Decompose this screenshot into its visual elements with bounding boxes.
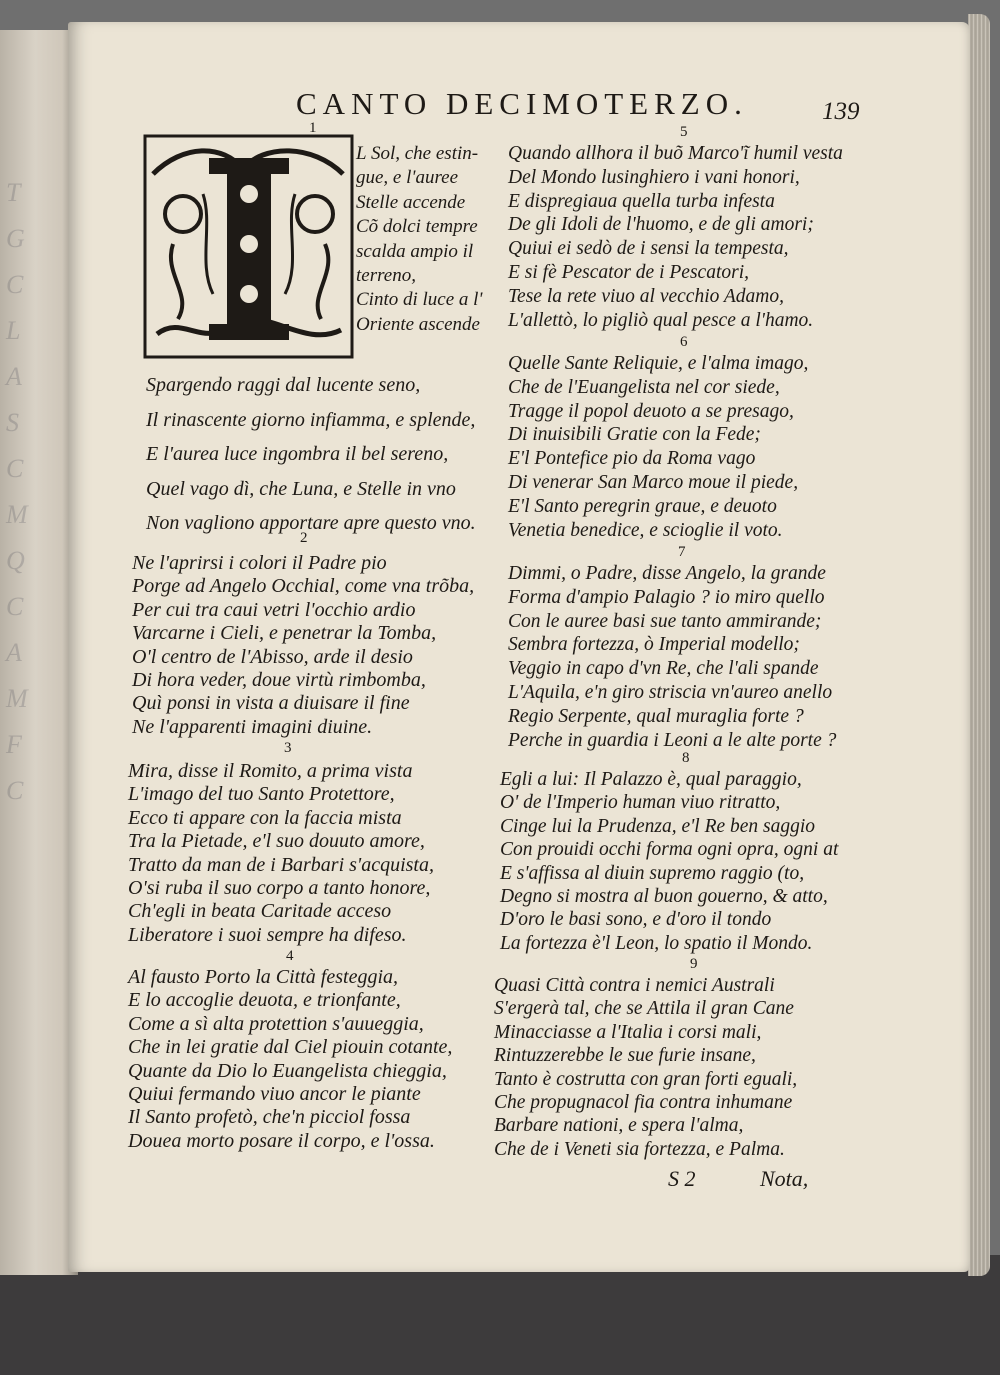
stanza-5 [508,142,843,332]
verse-line: Cinge lui la Prudenza, e'l Re ben saggio [500,815,816,837]
stanza-7 [508,562,836,752]
stanza-1-opening [356,142,483,337]
show-through-text: T G C L A S C M Q C A M F C [6,178,28,805]
stanza-number: 8 [682,750,690,766]
verse-line: Minacciasse a l'Italia i corsi mali, [494,1021,762,1043]
verse-line: Dimmi, o Padre, disse Angelo, la grande [508,563,826,584]
verse-line: Con le auree basi sue tanto ammirande; [508,610,822,632]
verse-line: Venetia benedice, e scioglie il voto. [508,519,783,541]
verse-line: Tanto è costrutta con gran forti eguali, [494,1068,798,1090]
verse-line: gue, e l'auree [356,167,459,189]
verse-line: S'ergerà tal, che se Attila il gran Cane [494,998,794,1020]
verse-line: E si fè Pescator de i Pescatori, [508,261,749,283]
verse-line: Ch'egli in beata Caritade acceso [128,900,392,923]
page-stack-edge [968,14,990,1276]
verse-line: Porge ad Angelo Occhial, come vna trõba, [132,575,475,598]
verse-line: L'imago del tuo Santo Protettore, [128,783,395,806]
verse-line: O'l centro de l'Abisso, arde il desio [132,645,413,668]
verse-line: La fortezza è'l Leon, lo spatio il Mondo. [500,932,813,954]
verse-line: Varcarne i Cieli, e penetrar la Tomba, [132,622,437,645]
table-surface [0,1255,1000,1375]
stanza-number: 4 [286,948,294,964]
verse-line: Quante da Dio lo Euangelista chieggia, [128,1059,447,1082]
ornament-icon [143,134,354,359]
stanza-3 [128,760,434,947]
verse-line: Quì ponsi in vista a diuisare il fine [132,692,410,715]
stanza-6 [508,352,808,542]
verse-line: E dispregiaua quella turba infesta [508,190,775,212]
verse-line: Egli a lui: Il Palazzo è, qual paraggio, [500,769,802,790]
stanza-8 [500,768,838,955]
stanza-number: 1 [309,120,317,136]
verse-line: Tese la rete viuo al vecchio Adamo, [508,285,785,307]
verse-line: Quasi Città contra i nemici Australi [494,975,775,996]
verse-line: Che in lei gratie dal Ciel piouin cotante, [128,1036,453,1059]
stanza-1-continued [146,368,476,541]
verse-line: L Sol, che estin- [356,143,479,164]
verse-line: E'l Santo peregrin graue, e deuoto [508,495,777,517]
verse-line: scalda ampio il [356,240,474,262]
verse-line: Barbare nationi, e spera l'alma, [494,1115,744,1137]
verse-line: Al fausto Porto la Città festeggia, [128,966,398,988]
stanza-number: 3 [284,740,292,756]
verse-line: Tragge il popol deuoto a se presago, [508,400,794,422]
verse-line: Ne l'aprirsi i colori il Padre pio [132,552,387,574]
verse-line: Di inuisibili Gratie con la Fede; [508,424,761,446]
verse-line: Come a sì alta protettion s'auueggia, [128,1012,424,1035]
verse-line: E lo accoglie deuota, e trionfante, [128,989,401,1012]
verse-line: Di hora veder, doue virtù rimbomba, [132,669,426,692]
verse-line: Cõ dolci tempre [356,216,478,238]
left-page-edge [0,30,78,1275]
verse-line: Forma d'ampio Palagio ? io miro quello [508,586,825,608]
stanza-number: 6 [680,334,688,350]
verse-line: E s'affissa al diuin supremo raggio (to, [500,862,805,884]
verse-line: O'si ruba il suo corpo a tanto honore, [128,877,431,900]
verse-line: Degno si mostra al buon gouerno, & atto, [500,886,828,908]
verse-line: Non vagliono apportare apre questo vno. [146,512,476,534]
verse-line: Tratto da man de i Barbari s'acquista, [128,853,434,876]
verse-line: terreno, [356,265,416,287]
page-number: 139 [822,98,860,125]
verse-line: Quando allhora il buõ Marco'ĩ humil vesta [508,143,843,164]
verse-line: Cinto di luce a l' [356,289,483,311]
signature-mark: S 2 [668,1166,696,1191]
catchword: Nota, [760,1166,809,1191]
verse-line: Liberatore i suoi sempre ha difeso. [128,923,407,946]
verse-line: Quiui ei sedò de i sensi la tempesta, [508,238,789,260]
verse-line: Che de i Veneti sia fortezza, e Palma. [494,1138,785,1160]
stanza-number: 7 [678,544,686,560]
verse-line: L'Aquila, e'n giro striscia vn'aureo anello [508,681,833,703]
stanza-4 [128,966,452,1153]
decorated-initial [143,134,354,359]
verse-line: E'l Pontefice pio da Roma vago [508,448,756,470]
verse-line: Ne l'apparenti imagini diuine. [132,715,373,738]
verse-line: Regio Serpente, qual muraglia forte ? [508,705,804,727]
verse-line: L'allettò, lo pigliò qual pesce a l'hamo. [508,309,814,331]
verse-line: De gli Idoli de l'huomo, e de gli amori; [508,214,814,236]
verse-line: Il Santo profetò, che'n picciol fossa [128,1106,411,1129]
running-header: CANTO DECIMOTERZO. [296,86,748,121]
verse-line: Stelle accende [356,191,466,213]
verse-line: Veggio in capo d'vn Re, che l'ali spande [508,658,819,680]
verse-line: Il rinascente giorno infiamma, e splende, [146,408,476,431]
verse-line: Di venerar San Marco moue il piede, [508,471,799,493]
verse-line: Per cui tra caui vetri l'occhio ardio [132,598,416,621]
verse-line: Spargendo raggi dal lucente seno, [146,374,421,396]
stanza-9 [494,974,797,1161]
verse-line: Mira, disse il Romito, a prima vista [128,760,413,782]
verse-line: Quelle Sante Reliquie, e l'alma imago, [508,353,809,374]
stanza-number: 5 [680,124,688,140]
stanza-number: 9 [690,956,698,972]
stanza-2 [132,552,474,739]
verse-line: Ecco ti appare con la faccia mista [128,806,402,829]
verse-line: D'oro le basi sono, e d'oro il tondo [500,909,772,931]
verse-line: Quel vago dì, che Luna, e Stelle in vno [146,477,456,500]
verse-line: Che de l'Euangelista nel cor siede, [508,376,780,398]
verse-line: Con prouidi occhi forma ogni opra, ogni at [500,839,839,861]
verse-line: Sembra fortezza, ò Imperial modello; [508,634,800,656]
verse-line: Tra la Pietade, e'l suo douuto amore, [128,830,425,853]
verse-line: Quiui fermando viuo ancor le piante [128,1083,421,1106]
verse-line: O' de l'Imperio human viuo ritratto, [500,792,781,814]
verse-line: Oriente ascende [356,313,480,335]
verse-line: Perche in guardia i Leoni a le alte porte ? [508,729,837,751]
verse-line: Che propugnacol fia contra inhumane [494,1092,793,1114]
stanza-number: 2 [300,530,308,546]
verse-line: Rintuzzerebbe le sue furie insane, [494,1045,756,1067]
verse-line: Doueа morto posare il corpo, e l'ossa. [128,1129,435,1152]
verse-line: E l'aurea luce ingombra il bel sereno, [146,443,449,465]
verse-line: Del Mondo lusinghiero i vani honori, [508,166,800,188]
